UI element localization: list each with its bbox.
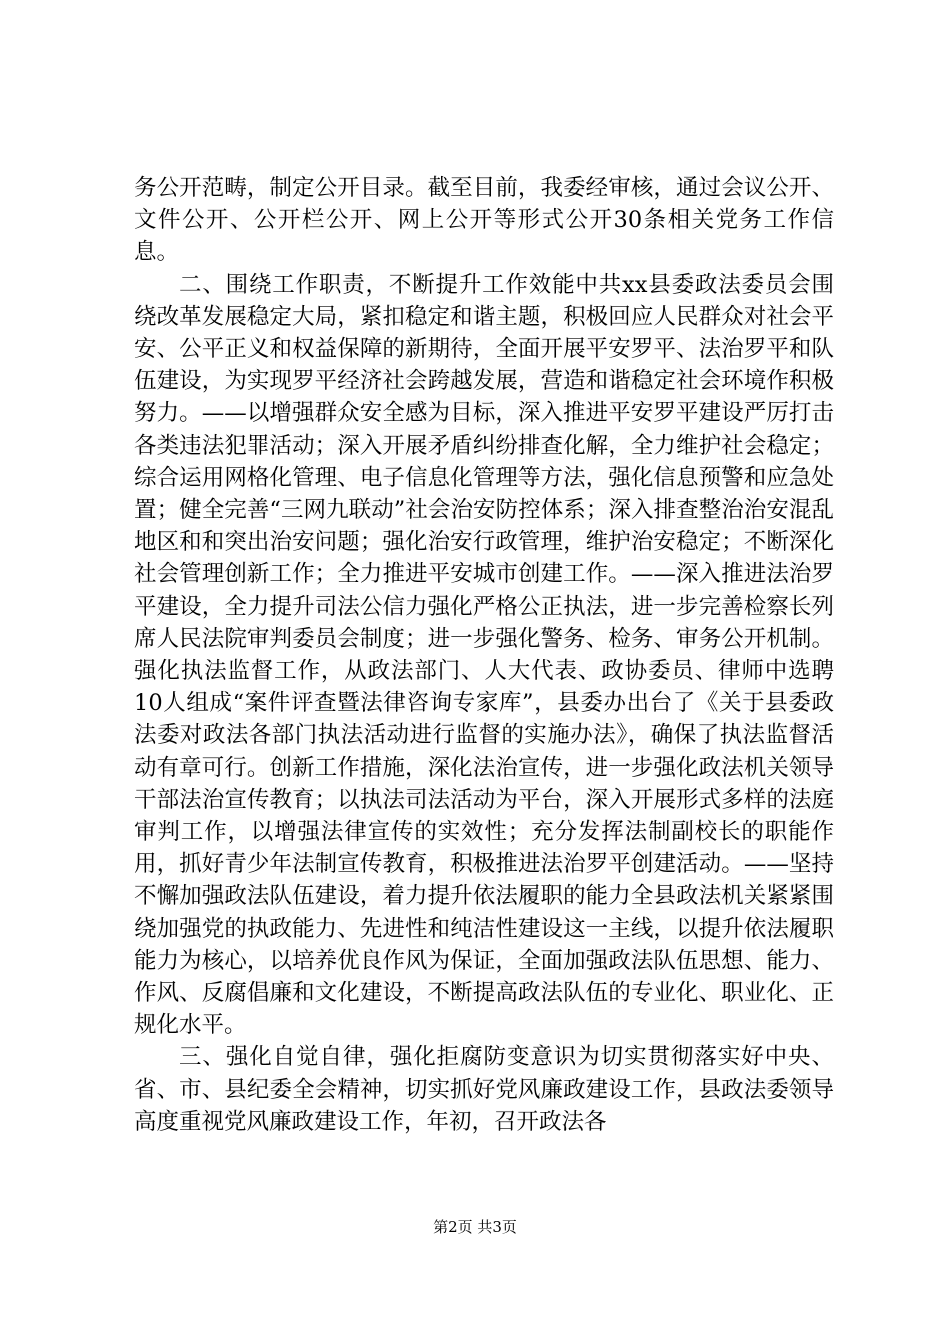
paragraph-section-two: 二、围绕工作职责，不断提升工作效能中共xx县委政法委员会围绕改革发展稳定大局，紧扣稳定和谐主题，积极回应人民群众对社会平安、公平正义和权益保障的新期待，全面开展平安罗平、法治罗平和队伍建设，为实现罗平经济社会跨越发展，营造和谐稳定社会环境作积极努力。——以增强群众安全感为目标，深入推进平安罗平建设严厉打击各类违法犯罪活动；深入开展矛盾纠纷排查化解，全力维护社会稳定；综合运用网格化管理、电子信息化管理等方法，强化信息预警和应急处置；健全完善“三网九联动”社会治安防控体系；深入排查整治治安混乱地区和和突出治安问题；强化治安行政管理，维护治安稳定；不断深化社会管理创新工作；全力推进平安城市创建工作。——深入推进法治罗平建设，全力提升司法公信力强化严格公正执法，进一步完善检察长列席人民法院审判委员会制度；进一步强化警务、检务、审务公开机制。强化执法监督工作，从政法部门、人大代表、政协委员、律师中选聘10人组成“案件评查暨法律咨询专家库”，县委办出台了《关于县委政法委对政法各部门执法活动进行监督的实施办法》，确保了执法监督活动有章可行。创新工作措施，深化法治宣传，进一步强化政法机关领导干部法治宣传教育；以执法司法活动为平台，深入开展形式多样的法庭审判工作，以增强法律宣传的实效性；充分发挥法制副校长的职能作用，抓好青少年法制宣传教育，积极推进法治罗平创建活动。——坚持不懈加强政法队伍建设，着力提升依法履职的能力全县政法机关紧紧围绕加强党的执政能力、先进性和纯洁性建设这一主线，以提升依法履职能力为核心，以培养优良作风为保证，全面加强政法队伍思想、能力、作风、反腐倡廉和文化建设，不断提高政法队伍的专业化、职业化、正规化水平。 [134,271,834,1039]
page-footer: 第2页 共3页 [433,1218,517,1236]
paragraph-section-three: 三、强化自觉自律，强化拒腐防变意识为切实贯彻落实好中央、省、市、县纪委全会精神，切实抓好党风廉政建设工作，县政法委领导高度重视党风廉政建设工作，年初，召开政法各 [134,1044,834,1135]
paragraph-continued: 务公开范畴，制定公开目录。截至目前，我委经审核，通过会议公开、文件公开、公开栏公开、网上公开等形式公开30条相关党务工作信息。 [134,175,834,266]
body-text [134,172,834,1138]
